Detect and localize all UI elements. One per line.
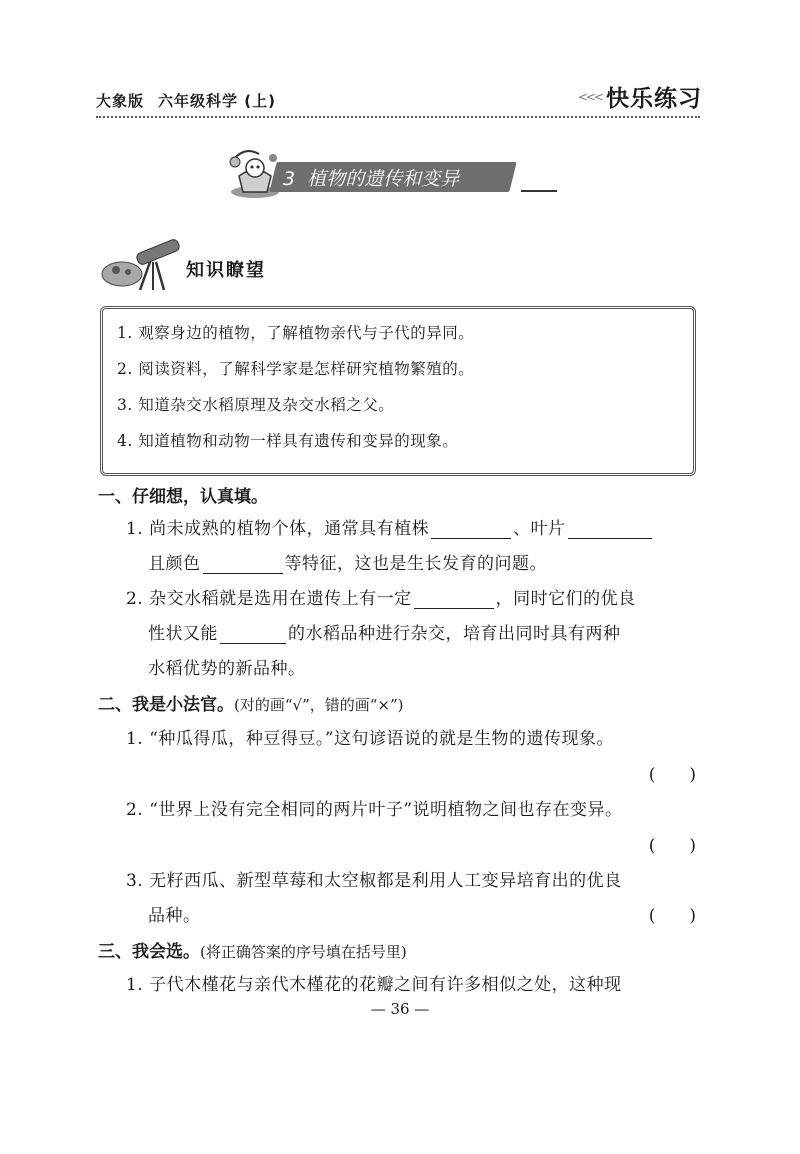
lesson-number: 3 [283,168,296,190]
question-2-line-3: 水稻优势的新品种。 [148,659,306,679]
question-text: 的水稻品种进行杂交，培育出同时具有两种 [288,624,621,644]
question-number: 1. [126,729,144,749]
section-note: (对的画“√”，错的画“×”) [234,696,404,714]
question-number: 2. [126,800,144,820]
answer-blank[interactable] [220,623,286,644]
section-fill-in-heading: 一、仔细想，认真填。 [98,487,268,507]
answer-parentheses[interactable]: ( ) [648,906,696,926]
page-header [96,80,706,116]
tf-item-1 [126,724,614,749]
question-1-line-1 [126,514,654,539]
question-text: “种瓜得瓜，种豆得豆。”这句谚语说的就是生物的遗传现象。 [149,729,615,749]
section-choice-heading [98,937,407,962]
question-number: 2. [126,589,144,609]
series-label [578,80,702,113]
answer-parentheses[interactable]: ( ) [648,836,696,856]
section-heading: 二、我是小法官。 [98,695,234,715]
knowledge-badge [100,236,280,292]
question-text: 、叶片 [513,519,566,539]
question-text: 尚未成熟的植物个体，通常具有植株 [149,519,430,539]
question-text: ，同时它们的优良 [495,589,636,609]
question-text: 等特征，这也是生长发育的问题。 [284,554,547,574]
section-note: (将正确答案的序号填在括号里) [200,943,407,961]
page-number: — 36 — [370,1000,430,1018]
answer-blank[interactable] [568,518,652,539]
lesson-name: 植物的遗传和变异 [307,168,460,190]
chevron-left-icon: <<< [577,89,602,104]
objectives-box [100,306,696,476]
question-text: 性状又能 [148,624,218,644]
question-2-line-1 [126,584,636,609]
question-text: “世界上没有完全相同的两片叶子”说明植物之间也存在变异。 [149,800,623,820]
choice-question-1 [126,970,622,995]
answer-parentheses[interactable]: ( ) [648,765,696,785]
grade-subject: 六年级科学 (上) [158,92,276,110]
objective-item: 4. 知道植物和动物一样具有遗传和变异的现象。 [117,432,459,450]
question-1-line-2 [148,549,547,574]
question-number: 3. [126,871,144,891]
tf-item-2 [126,795,623,820]
knowledge-title: 知识瞭望 [186,260,266,281]
question-text: 杂交水稻就是选用在遗传上有一定 [149,589,412,609]
question-number: 1. [126,975,144,995]
answer-blank[interactable] [414,588,494,609]
answer-blank[interactable] [203,553,283,574]
lesson-title [283,164,459,191]
tf-item-3 [126,866,622,891]
question-number: 1. [126,519,144,539]
question-text: 且颜色 [148,554,201,574]
objective-item: 1. 观察身边的植物，了解植物亲代与子代的异同。 [117,324,475,342]
publisher: 大象版 [96,92,145,110]
question-text: 无籽西瓜、新型草莓和太空椒都是利用人工变异培育出的优良 [149,871,622,891]
header-divider [96,116,700,118]
question-text: 子代木槿花与亲代木槿花的花瓣之间有许多相似之处，这种现 [149,975,622,995]
answer-blank[interactable] [431,518,511,539]
book-title [96,90,290,111]
question-2-line-2 [148,619,621,644]
lesson-underline [521,190,557,192]
tf-item-3-continued: 品种。 [148,906,201,926]
objective-item: 2. 阅读资料，了解科学家是怎样研究植物繁殖的。 [117,360,475,378]
section-true-false-heading [98,690,404,715]
section-heading: 三、我会选。 [98,942,200,962]
lesson-banner [225,146,565,200]
objective-item: 3. 知道杂交水稻原理及杂交水稻之父。 [117,396,395,414]
telescope-icon [100,236,184,292]
series-title: 快乐练习 [606,86,702,112]
